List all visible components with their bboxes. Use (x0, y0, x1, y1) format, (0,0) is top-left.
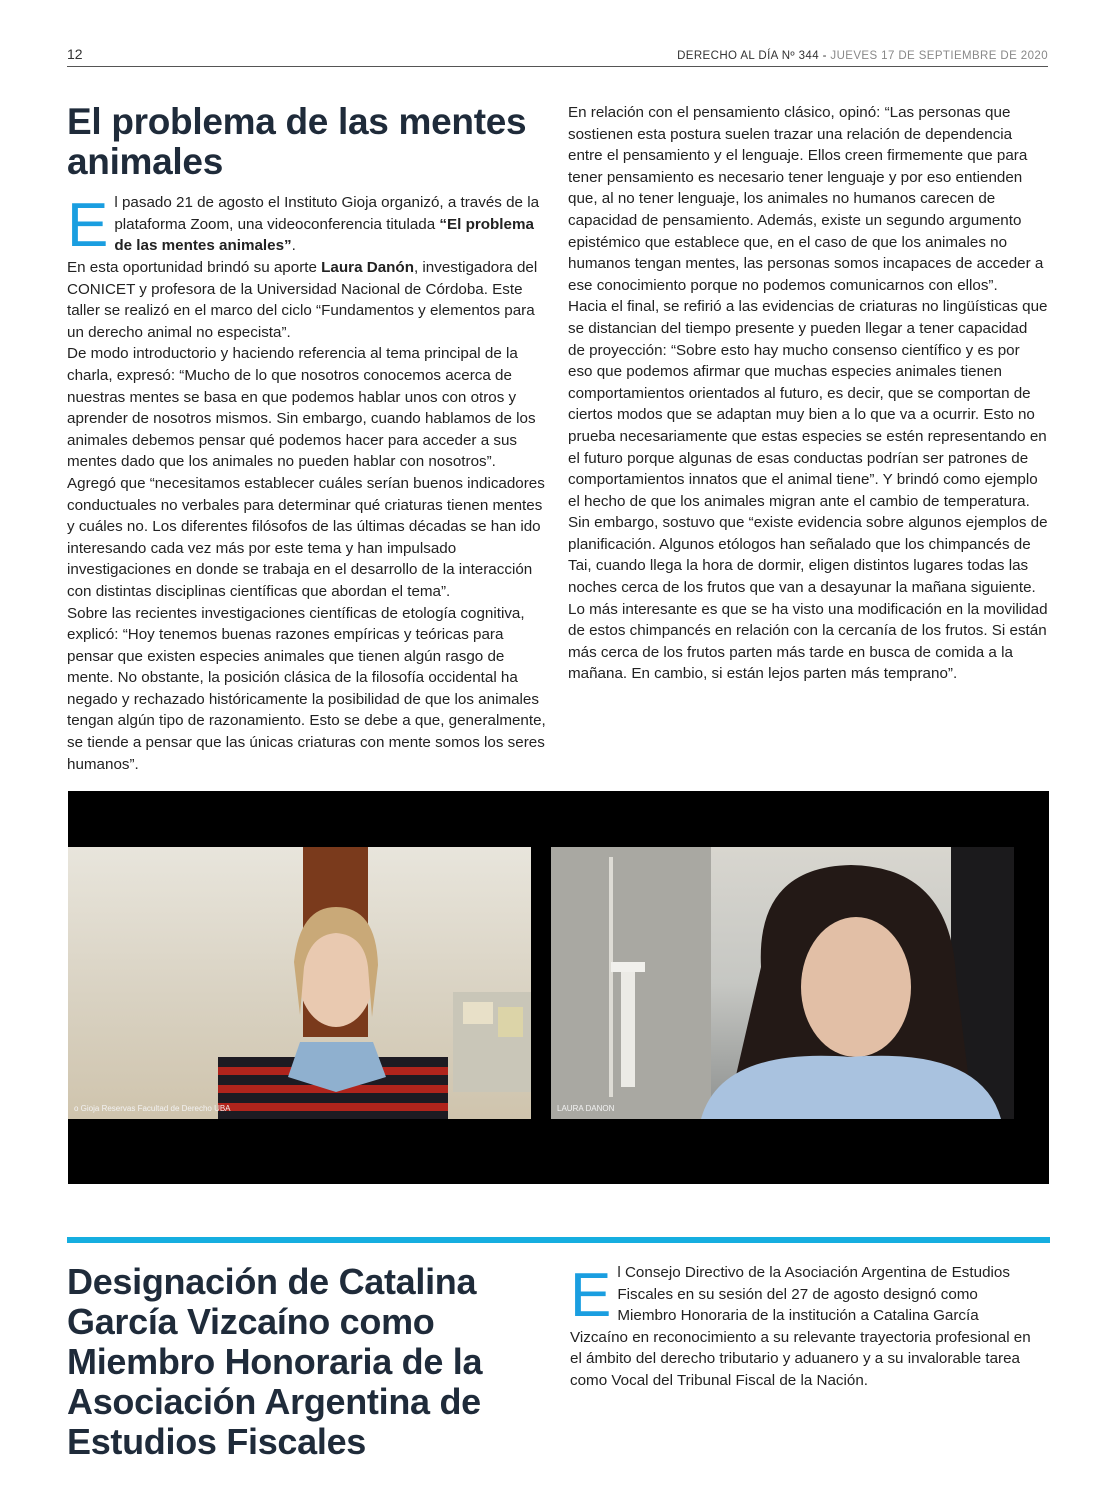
article-paragraph-intro (67, 191, 547, 260)
article-paragraph: Hacia el final, se refirió a las evidencias de criaturas no lingüísticas que se distancian del tiempo presente y pueden llegar a tener capacidad de proyección: “Sobre esto hay mucho consenso científico y es por eso que podemos afirmar que muchas especies animales tienen comportamientos orientados al futuro, es decir, que se comportan de ciertos modos que se adaptan muy bien a lo que va a ocurrir. Esto no prueba necesariamente que estas especies se estén representando en el futuro porque algunas de esas conductas podrían ser patrones de comportamientos innatos que el animal tiene”. Y brindó como ejemplo el hecho de que los animales migran ante el cambio de temperatura. Sin embargo, sostuvo que “existe evidencia sobre algunos ejemplos de planificación. Algunos etólogos han señalado que los chimpancés de Tai, cuando llega la hora de dormir, eligen distintos lugares todas las noches cerca de los frutos que van a desayunar la mañana siguiente. Lo más interesante es que se ha visto una modificación en la movilidad de estos chimpancés en relación con la cercanía de los frutos. Si están más cerca de los frutos parten más tarde en busca de comida a la mañana. En cambio, si están lejos parten más temprano”. (568, 298, 1048, 683)
article-paragraph: Sobre las recientes investigaciones científicas de etología cognitiva, explicó: “Hoy tenemos buenas razones empíricas y teóricas para pensar que existen especies animales que tienen algún rasgo de mente. No obstante, la posición clásica de la filosofía occidental ha negado y rechazado históricamente la posibilidad de que los animales tengan algún tipo de razonamiento. Esto se debe a que, generalmente, se tiende a pensar que las únicas criaturas con mente somos los seres humanos”. (67, 604, 546, 773)
participant-left-illustration (68, 847, 531, 1119)
drop-cap: E (67, 191, 109, 260)
issue-date: JUEVES 17 DE SEPTIEMBRE DE 2020 (830, 50, 1048, 62)
speaker-text: En esta oportunidad brindó su aporte (67, 259, 322, 276)
speaker-text-end: , investigadora del CONICET y profesora de la Universidad Nacional de Córdoba. Este taller se realizó en el marco del ciclo “Fundamentos y elementos para un derecho animal no especista”. (67, 259, 538, 341)
intro-text: l pasado 21 de agosto el Instituto Gioja organizó, a través de la plataforma Zoom, una videoconferencia titulada (114, 194, 540, 233)
running-header (677, 50, 1048, 62)
article-paragraph: De modo introductorio y haciendo referencia al tema principal de la charla, expresó: “Mucho de lo que nosotros conocemos acerca de nuestras mentes se basa en que podemos hablar unos con otros y aprender de nosotros mismos. Sin embargo, cuando hablamos de los animales debemos pensar qué podemos hacer para acceder a sus mentes dado que los animales no pueden hablar con nosotros”. Agregó que “necesitamos establecer cuáles serían buenos indicadores conductuales no verbales para determinar qué criaturas tienen mentes y cuáles no. Los diferentes filósofos de las últimas décadas se han ido interesando cada vez más por este tema y han impulsado investigaciones en donde se trabaja en el desarrollo de la interacción con distintas disciplinas científicas que abordan el tema”. (67, 345, 545, 600)
designacion-text: l Consejo Directivo de la Asociación Argentina de Estudios Fiscales en su sesión del 27 de agosto designó como Miembro Honoraria de la institución a Catalina García Vizcaíno en reconocimiento a su relevante trayectoria profesional en el ámbito del derecho tributario y aduanero y a su invalorable tarea como Vocal del Tribunal Fiscal de la Nación. (570, 1264, 1031, 1389)
header-rule (67, 66, 1048, 67)
videoconference-photo (68, 791, 1049, 1184)
intro-text-end: . (291, 237, 296, 255)
participant-caption-right: LAURA DANON (557, 1104, 615, 1113)
article-title: El problema de las mentes animales (67, 101, 527, 182)
participant-right-illustration (551, 847, 1014, 1119)
publication-name: DERECHO AL DÍA Nº 344 - (677, 50, 831, 62)
article-paragraph: En relación con el pensamiento clásico, opinó: “Las personas que sostienen esta postura suelen trazar una relación de dependencia entre el pensamiento y el lenguaje. Ellos creen firmemente que para tener pensamiento es necesario tener lenguaje y por eso entienden que, al no tener lenguaje, los animales no humanos carecen de capacidad de pensamiento. Además, existe un segundo argumento epistémico que establece que, en el caso de que los animales no humanos tengan mentes, las personas somos incapaces de acceder a ese conocimiento porque no podemos comunicarnos con ellos”. (568, 104, 1044, 294)
section-divider (67, 1237, 1050, 1243)
drop-cap: E (570, 1261, 612, 1330)
article-title-designacion: Designación de Catalina García Vizcaíno como Miembro Honoraria de la Asociación Argentina de Estudios Fiscales (67, 1261, 483, 1462)
video-tile-right (551, 847, 1014, 1119)
page-number: 12 (67, 46, 83, 62)
event-title-bold: “El problema de las mentes animales” (114, 215, 534, 255)
participant-caption-left: o Gioja Reservas Facultad de Derecho UBA (74, 1104, 231, 1113)
article-paragraph-speaker (67, 257, 547, 343)
article-designacion-body (570, 1262, 1040, 1392)
video-tile-left (68, 847, 531, 1119)
article-mentes-animales (67, 102, 1048, 782)
speaker-name-bold: Laura Danón (321, 259, 414, 276)
